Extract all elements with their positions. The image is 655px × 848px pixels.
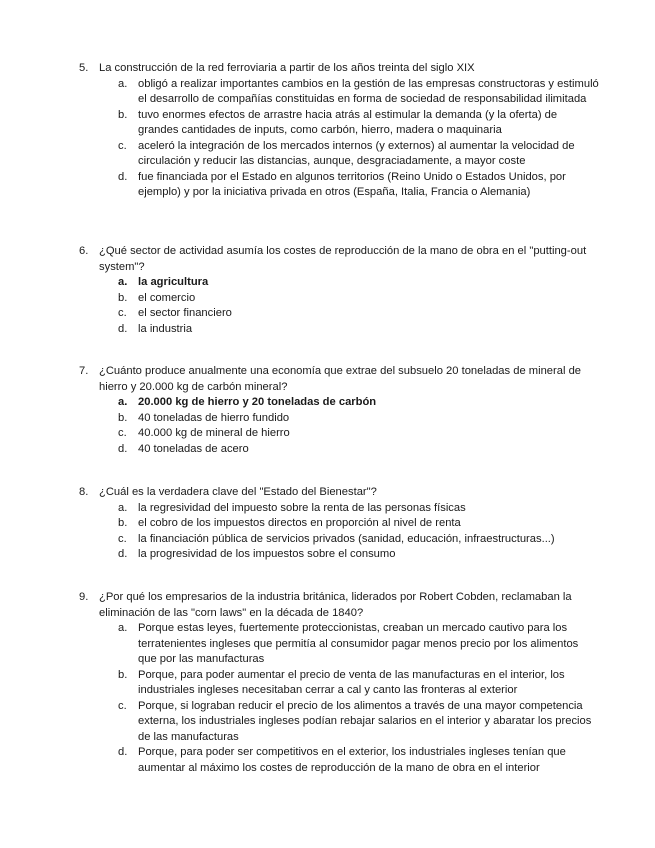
option-c: [79, 532, 599, 548]
option-c: [79, 699, 599, 746]
option-letter: c.: [118, 532, 127, 545]
option-letter: c.: [118, 307, 127, 319]
option-list: [79, 501, 599, 563]
question-8: [79, 485, 599, 563]
option-list: [79, 77, 599, 201]
question-text: ¿Cuánto produce anualmente una economía que extrae del subsuelo 20 toneladas de mineral de hierro y 20.000 kg de carbón mineral?: [99, 365, 582, 393]
option-text: 40 toneladas de hierro fundido: [138, 411, 290, 424]
question-stem: [79, 61, 599, 77]
question-6: [79, 244, 599, 337]
option-letter: d.: [118, 548, 128, 560]
option-a: [79, 77, 599, 108]
option-letter: d.: [118, 442, 128, 455]
option-c: [79, 306, 599, 322]
option-text: el cobro de los impuestos directos en proporción al nivel de renta: [138, 517, 461, 529]
option-letter: a.: [118, 501, 128, 514]
option-c: [79, 139, 599, 170]
option-c: [79, 426, 599, 442]
question-text: ¿Qué sector de actividad asumía los costes de reproducción de la mano de obra en el "putting-out system"?: [99, 245, 587, 273]
option-text: la regresividad del impuesto sobre la renta de las personas físicas: [138, 501, 466, 514]
option-letter: b.: [118, 668, 128, 681]
option-text: 20.000 kg de hierro y 20 toneladas de carbón: [138, 396, 377, 408]
option-a: [79, 501, 599, 517]
option-d: [79, 745, 599, 776]
option-list: [79, 275, 599, 337]
question-9: [79, 590, 599, 776]
option-letter: b.: [118, 411, 128, 424]
question-text: ¿Cuál es la verdadera clave del "Estado del Bienestar"?: [99, 486, 377, 498]
option-letter: d.: [118, 746, 128, 758]
question-text: La construcción de la red ferroviaria a partir de los años treinta del siglo XIX: [99, 62, 475, 74]
option-letter: b.: [118, 517, 128, 529]
option-text: Porque estas leyes, fuertemente proteccionistas, creaban un mercado cautivo para los terratenientes ingleses que permitía al consumidor pagar menos precio por los alimentos que por las manufacturas: [138, 622, 579, 665]
option-d: [79, 547, 599, 563]
option-d: [79, 322, 599, 338]
option-text: la agricultura: [138, 276, 209, 288]
option-b: [79, 516, 599, 532]
question-number: 6.: [79, 245, 89, 257]
question-number: 5.: [79, 62, 89, 74]
option-letter: b.: [118, 108, 128, 121]
option-letter: c.: [118, 139, 127, 152]
option-b: [79, 668, 599, 699]
option-d: [79, 442, 599, 458]
option-text: Porque, si lograban reducir el precio de los alimentos a través de una mayor competencia externa, los industriales ingleses podían rebajar salarios en el interior y abaratar los precios de las manufacturas: [138, 699, 592, 743]
option-a-correct: [79, 275, 599, 291]
option-text: 40 toneladas de acero: [138, 442, 249, 455]
option-text: el sector financiero: [138, 307, 232, 319]
option-letter: d.: [118, 170, 128, 183]
option-a: [79, 621, 599, 668]
option-text: Porque, para poder ser competitivos en el exterior, los industriales ingleses tenían que aumentar al máximo los costes de reproducción de la mano de obra en el interior: [138, 746, 566, 774]
option-list: [79, 395, 599, 457]
option-letter: a.: [118, 77, 128, 90]
option-list: [79, 621, 599, 776]
option-text: la financiación pública de servicios privados (sanidad, educación, infraestructuras...): [138, 532, 555, 545]
option-a-correct: [79, 395, 599, 411]
question-7: [79, 364, 599, 457]
option-d: [79, 170, 599, 201]
question-stem: [79, 244, 599, 275]
question-number: 7.: [79, 365, 89, 377]
option-text: obligó a realizar importantes cambios en la gestión de las empresas constructoras y estimuló el desarrollo de compañías constituidas en forma de sociedad de responsabilidad ilimitada: [138, 77, 599, 105]
option-text: 40.000 kg de mineral de hierro: [138, 427, 290, 439]
question-5: [79, 61, 599, 201]
option-b: [79, 411, 599, 427]
option-letter: c.: [118, 699, 127, 712]
option-text: el comercio: [138, 291, 196, 304]
question-stem: [79, 590, 599, 621]
option-text: tuvo enormes efectos de arrastre hacia atrás al estimular la demanda (y la oferta) de grandes cantidades de inputs, como carbón, hierro, madera o maquinaria: [138, 108, 558, 136]
option-b: [79, 108, 599, 139]
option-b: [79, 291, 599, 307]
option-text: aceleró la integración de los mercados internos (y externos) al aumentar la velocidad de circulación y reducir las distancias, aunque, desgraciadamente, a mayor coste: [138, 139, 575, 167]
option-text: la progresividad de los impuestos sobre el consumo: [138, 548, 396, 560]
option-letter: c.: [118, 427, 127, 439]
question-stem: [79, 485, 599, 501]
question-number: 9.: [79, 591, 89, 603]
question-text: ¿Por qué los empresarios de la industria británica, liderados por Robert Cobden, reclamaban la eliminación de las "corn laws" en la década de 1840?: [99, 591, 572, 619]
option-text: la industria: [138, 322, 193, 335]
question-number: 8.: [79, 486, 89, 498]
option-letter: b.: [118, 291, 128, 304]
option-letter: d.: [118, 322, 128, 335]
option-letter: a.: [118, 622, 128, 634]
option-text: Porque, para poder aumentar el precio de venta de las manufacturas en el interior, los industriales ingleses necesitaban cerrar a cal y canto las fronteras al exterior: [138, 668, 565, 696]
option-text: fue financiada por el Estado en algunos territorios (Reino Unido o Estados Unidos, por ejemplo) y por la iniciativa privada en otros (España, Italia, Francia o Alemania): [138, 170, 566, 198]
option-letter: a.: [118, 276, 128, 288]
question-stem: [79, 364, 599, 395]
option-letter: a.: [118, 396, 128, 408]
